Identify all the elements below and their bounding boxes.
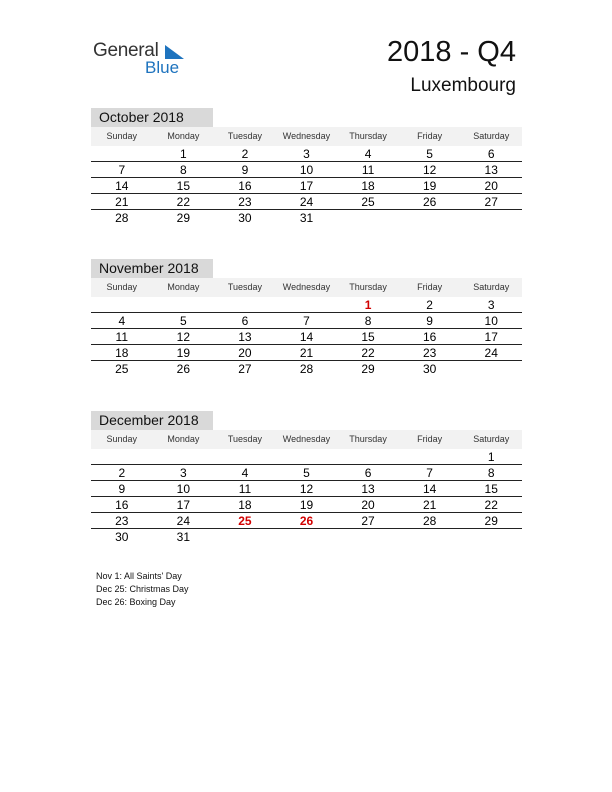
day-cell (460, 210, 522, 227)
day-cell: 25 (115, 362, 129, 376)
day-cell: 13 (238, 330, 252, 344)
day-cell: 29 (176, 211, 191, 225)
day-cell: 7 (303, 314, 310, 328)
day-cell: 24 (176, 514, 191, 528)
day-cell: 8 (180, 163, 187, 177)
day-cell: 27 (361, 514, 375, 528)
month-block-december (91, 411, 522, 545)
day-cell (276, 449, 338, 466)
day-cell: 9 (118, 482, 126, 496)
day-cell: 1 (487, 450, 495, 464)
day-cell: 28 (115, 211, 129, 225)
day-cell: 22 (484, 498, 498, 512)
holiday-note: Dec 25: Christmas Day (96, 584, 189, 594)
day-cell: 2 (426, 298, 433, 312)
weekday-label: Saturday (473, 282, 510, 292)
holiday-note: Nov 1: All Saints' Day (96, 571, 182, 581)
day-cell (91, 297, 153, 314)
weekday-header-row (91, 127, 522, 146)
day-cell: 11 (238, 482, 252, 496)
day-cell: 14 (299, 330, 314, 344)
week-row (91, 345, 522, 361)
day-cell: 18 (238, 498, 252, 512)
day-cell: 23 (422, 346, 437, 360)
day-cell: 17 (176, 498, 191, 512)
weekday-header-row (91, 430, 522, 449)
day-cell: 12 (422, 163, 437, 177)
weekday-label: Tuesday (227, 131, 263, 141)
week-row (91, 297, 522, 313)
weekday-label: Wednesday (282, 434, 331, 444)
day-cell (153, 297, 215, 314)
holiday-note: Dec 26: Boxing Day (96, 597, 176, 607)
day-cell: 7 (426, 466, 433, 480)
day-cell: 5 (426, 147, 433, 161)
weekday-label: Sunday (106, 131, 138, 141)
weekday-label: Monday (167, 282, 200, 292)
week-row (91, 210, 522, 226)
day-cell: 4 (118, 314, 126, 328)
day-cell: 15 (361, 330, 375, 344)
day-cell: 1 (180, 147, 187, 161)
day-cell: 3 (303, 147, 310, 161)
day-cell: 11 (361, 163, 375, 177)
month-label: November 2018 (91, 259, 213, 278)
week-row (91, 146, 522, 162)
weekday-label: Tuesday (227, 434, 263, 444)
day-cell: 27 (484, 195, 498, 209)
day-cell: 6 (241, 314, 249, 328)
day-cell: 21 (422, 498, 437, 512)
weekday-label: Thursday (349, 282, 387, 292)
day-cell: 31 (299, 211, 314, 225)
weekday-header-row (91, 278, 522, 297)
day-cell: 6 (487, 147, 495, 161)
holiday-day-cell: 26 (299, 514, 314, 528)
week-row (91, 529, 522, 545)
day-cell: 24 (299, 195, 314, 209)
day-cell: 16 (115, 498, 129, 512)
day-cell: 25 (361, 195, 375, 209)
day-cell: 3 (180, 466, 187, 480)
day-cell (460, 361, 522, 378)
week-row (91, 329, 522, 345)
day-cell (337, 449, 399, 466)
day-cell: 4 (241, 466, 249, 480)
week-row (91, 481, 522, 497)
day-cell: 8 (487, 466, 495, 480)
day-cell: 29 (361, 362, 375, 376)
day-cell (276, 529, 338, 546)
day-cell: 2 (241, 147, 249, 161)
weekday-label: Friday (417, 282, 443, 292)
day-cell: 13 (484, 163, 498, 177)
day-cell (399, 449, 461, 466)
day-cell: 30 (238, 211, 252, 225)
day-cell: 28 (299, 362, 314, 376)
weekday-label: Friday (417, 434, 443, 444)
weekday-label: Monday (167, 131, 200, 141)
weekday-label: Friday (417, 131, 443, 141)
week-row (91, 497, 522, 513)
weekday-label: Sunday (106, 434, 138, 444)
logo-text-general: General (93, 40, 159, 61)
day-cell: 9 (426, 314, 433, 328)
day-cell: 23 (238, 195, 252, 209)
weekday-label: Monday (167, 434, 200, 444)
day-cell (153, 449, 215, 466)
page-title: 2018 - Q4 (387, 36, 516, 68)
day-cell (214, 529, 276, 546)
weekday-label: Thursday (349, 434, 387, 444)
day-cell (399, 210, 461, 227)
week-row (91, 361, 522, 377)
logo-text-blue: Blue (145, 58, 180, 77)
weekday-label: Tuesday (227, 282, 263, 292)
day-cell: 14 (115, 179, 129, 193)
day-cell: 6 (364, 466, 372, 480)
month-block-november (91, 259, 522, 377)
weekday-label: Saturday (473, 131, 510, 141)
day-cell: 4 (364, 147, 372, 161)
week-row (91, 178, 522, 194)
month-block-october (91, 108, 522, 226)
day-cell: 15 (176, 179, 191, 193)
day-cell: 28 (422, 514, 437, 528)
day-cell (337, 529, 399, 546)
day-cell: 17 (299, 179, 314, 193)
day-cell: 20 (238, 346, 252, 360)
day-cell: 26 (176, 362, 191, 376)
day-cell: 30 (422, 362, 437, 376)
day-cell: 31 (176, 530, 191, 544)
day-cell: 2 (118, 466, 126, 480)
holiday-notes (96, 570, 189, 609)
day-cell: 13 (361, 482, 375, 496)
month-label: October 2018 (91, 108, 213, 127)
day-cell: 17 (484, 330, 498, 344)
day-cell: 20 (361, 498, 375, 512)
week-row (91, 513, 522, 529)
day-cell (276, 297, 338, 314)
day-cell: 10 (299, 163, 314, 177)
day-cell: 10 (176, 482, 191, 496)
day-cell (337, 210, 399, 227)
day-cell: 21 (115, 195, 129, 209)
week-row (91, 313, 522, 329)
day-cell: 21 (299, 346, 314, 360)
day-cell: 19 (422, 179, 437, 193)
day-cell: 8 (364, 314, 372, 328)
day-cell: 24 (484, 346, 498, 360)
day-cell: 12 (176, 330, 191, 344)
day-cell (214, 449, 276, 466)
weekday-label: Wednesday (282, 131, 331, 141)
day-cell: 10 (484, 314, 498, 328)
country-name: Luxembourg (410, 75, 516, 96)
day-cell: 16 (238, 179, 252, 193)
day-cell: 23 (115, 514, 129, 528)
holiday-day-cell: 25 (238, 514, 252, 528)
day-cell (91, 449, 153, 466)
generalblue-logo (93, 40, 203, 80)
day-cell: 19 (299, 498, 314, 512)
day-cell: 27 (238, 362, 252, 376)
weekday-label: Saturday (473, 434, 510, 444)
weekday-label: Sunday (106, 282, 138, 292)
day-cell: 19 (176, 346, 191, 360)
week-row (91, 449, 522, 465)
day-cell: 5 (180, 314, 187, 328)
weekday-label: Thursday (349, 131, 387, 141)
day-cell: 5 (303, 466, 310, 480)
day-cell: 18 (361, 179, 375, 193)
week-row (91, 162, 522, 178)
day-cell: 20 (484, 179, 498, 193)
day-cell: 30 (115, 530, 129, 544)
week-row (91, 194, 522, 210)
day-cell: 9 (241, 163, 249, 177)
day-cell: 22 (176, 195, 191, 209)
day-cell: 15 (484, 482, 498, 496)
day-cell: 11 (115, 330, 129, 344)
day-cell: 3 (487, 298, 495, 312)
day-cell (214, 297, 276, 314)
day-cell (460, 529, 522, 546)
day-cell: 16 (422, 330, 437, 344)
day-cell: 22 (361, 346, 375, 360)
day-cell: 29 (484, 514, 498, 528)
day-cell: 14 (422, 482, 437, 496)
day-cell: 26 (422, 195, 437, 209)
day-cell: 7 (118, 163, 126, 177)
day-cell (91, 146, 153, 163)
day-cell: 18 (115, 346, 129, 360)
day-cell (399, 529, 461, 546)
month-label: December 2018 (91, 411, 213, 430)
weekday-label: Wednesday (282, 282, 331, 292)
holiday-day-cell: 1 (364, 298, 372, 312)
day-cell: 12 (299, 482, 314, 496)
week-row (91, 465, 522, 481)
